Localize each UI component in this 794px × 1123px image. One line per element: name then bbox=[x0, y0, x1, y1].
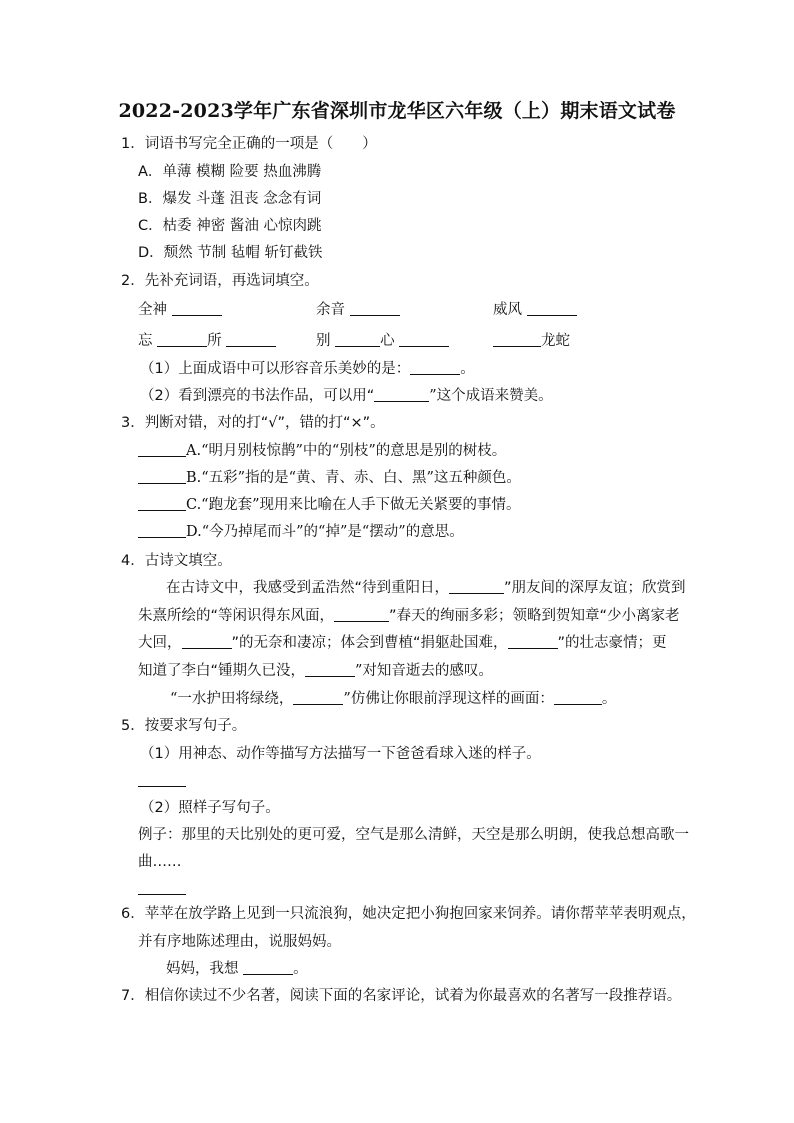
q5-sub-1: （1）用神态、动作等描写方法描写一下爸爸看球入迷的样子。 bbox=[140, 746, 541, 762]
q4-text: 知道了李白“锺期久已没， bbox=[138, 663, 306, 679]
q4-text: “一水护田将绿绕， bbox=[170, 691, 294, 707]
q2-word-5-text-b: 心 bbox=[380, 333, 395, 349]
q2-word-3 bbox=[493, 300, 577, 320]
answer-blank[interactable] bbox=[138, 880, 186, 895]
answer-blank[interactable] bbox=[243, 960, 293, 975]
q4-text: 在古诗文中，我感受到孟浩然“待到重阳日， bbox=[166, 580, 450, 596]
q6-text: 。 bbox=[293, 961, 308, 977]
fill-blank[interactable] bbox=[493, 332, 541, 347]
q2-stem: 2．先补充词语，再选词填空。 bbox=[121, 273, 319, 289]
q4-text: 。 bbox=[601, 691, 617, 707]
fill-blank[interactable] bbox=[350, 301, 400, 316]
answer-blank[interactable] bbox=[138, 772, 186, 787]
q5-sub-2: （2）照样子写句子。 bbox=[140, 800, 280, 816]
q2-sub-1 bbox=[140, 359, 475, 379]
q2-sub-2 bbox=[140, 386, 553, 406]
q3-item-d-text: D.“今乃掉尾而斗”的“掉”是“摆动”的意思。 bbox=[186, 524, 464, 540]
q2-sub-2-end: ”这个成语来赞美。 bbox=[429, 388, 553, 404]
q4-text: ”对知音逝去的感叹。 bbox=[355, 663, 493, 679]
q2-word-2 bbox=[316, 300, 400, 320]
fill-blank[interactable] bbox=[226, 332, 276, 347]
fill-blank[interactable] bbox=[449, 579, 504, 594]
fill-blank[interactable] bbox=[374, 387, 429, 402]
fill-blank[interactable] bbox=[138, 469, 186, 484]
q5-answer-line-1 bbox=[138, 771, 186, 791]
q1-option-c: C．枯委 神密 酱油 心惊肉跳 bbox=[138, 218, 322, 234]
q1-option-d: D．颓然 节制 毡帽 斩钉截铁 bbox=[138, 245, 323, 261]
q2-word-3-text: 威风 bbox=[493, 302, 522, 318]
q5-example-line-2: 曲…… bbox=[138, 854, 182, 870]
fill-blank[interactable] bbox=[399, 332, 449, 347]
fill-blank[interactable] bbox=[554, 690, 602, 705]
q2-word-5 bbox=[316, 331, 449, 351]
q2-sub-2-text: （2）看到漂亮的书法作品，可以用“ bbox=[140, 388, 375, 404]
fill-blank[interactable] bbox=[172, 301, 222, 316]
fill-blank[interactable] bbox=[305, 662, 355, 677]
fill-blank[interactable] bbox=[138, 523, 186, 538]
fill-blank[interactable] bbox=[182, 634, 232, 649]
q3-stem: 3．判断对错，对的打“√”，错的打“×”。 bbox=[121, 415, 385, 431]
q4-para-line-4 bbox=[138, 661, 493, 681]
q6-text: 妈妈，我想 bbox=[166, 961, 239, 977]
q4-para-line-2 bbox=[138, 606, 680, 626]
q4-text: 大回， bbox=[138, 635, 182, 651]
q2-sub-1-text: （1）上面成语中可以形容音乐美妙的是： bbox=[140, 361, 411, 377]
q2-word-2-text: 余音 bbox=[316, 302, 345, 318]
q1-stem: 1．词语书写完全正确的一项是（ ） bbox=[121, 136, 377, 152]
fill-blank[interactable] bbox=[293, 690, 343, 705]
fill-blank[interactable] bbox=[138, 442, 186, 457]
fill-blank[interactable] bbox=[410, 360, 460, 375]
q3-item-d bbox=[138, 522, 464, 542]
q5-stem: 5．按要求写句子。 bbox=[121, 718, 247, 734]
q4-text: ”仿佛让你眼前浮现这样的画面： bbox=[343, 691, 554, 707]
q4-stem: 4．古诗文填空。 bbox=[121, 553, 232, 569]
q1-option-b: B．爆发 斗蓬 沮丧 念念有词 bbox=[138, 191, 322, 207]
q4-text: ”的壮志豪情；更 bbox=[557, 635, 667, 651]
fill-blank[interactable] bbox=[334, 607, 389, 622]
q6-line-1: 6．苹苹在放学路上见到一只流浪狗，她决定把小狗抱回家来饲养。请你帮苹苹表明观点， bbox=[121, 906, 696, 922]
q2-word-4 bbox=[138, 331, 276, 351]
q7-line-1: 7．相信你读过不少名著，阅读下面的名家评论，试着为你最喜欢的名著写一段推荐语。 bbox=[121, 988, 682, 1004]
q2-word-6 bbox=[493, 331, 570, 351]
fill-blank[interactable] bbox=[138, 496, 186, 511]
fill-blank[interactable] bbox=[157, 332, 207, 347]
q5-answer-line-2 bbox=[138, 879, 186, 899]
q2-sub-1-end: 。 bbox=[460, 361, 475, 377]
q2-word-1-text: 全神 bbox=[138, 302, 167, 318]
q4-text: 朱熹所绘的“等闲识得东风面， bbox=[138, 608, 335, 624]
q5-example-line-1: 例子：那里的天比别处的更可爱，空气是那么清鲜，天空是那么明朗，使我总想高歌一 bbox=[138, 827, 689, 843]
q6-line-2: 并有序地陈述理由，说服妈妈。 bbox=[138, 934, 341, 950]
q3-item-c-text: C.“跑龙套”现用来比喻在人手下做无关紧要的事情。 bbox=[186, 497, 521, 513]
q3-item-a bbox=[138, 441, 506, 461]
q3-item-b bbox=[138, 468, 521, 488]
q2-word-4-text-a: 忘 bbox=[138, 333, 153, 349]
q1-option-a: A．单薄 模糊 险要 热血沸腾 bbox=[138, 164, 322, 180]
q3-item-b-text: B.“五彩”指的是“黄、青、赤、白、黑”这五种颜色。 bbox=[186, 470, 521, 486]
q6-line-3 bbox=[166, 959, 308, 979]
fill-blank[interactable] bbox=[527, 301, 577, 316]
fill-blank[interactable] bbox=[508, 634, 558, 649]
q3-item-c bbox=[138, 495, 521, 515]
fill-blank[interactable] bbox=[335, 332, 380, 347]
q4-text: ”的无奈和凄凉；体会到曹植“捐躯赴国难， bbox=[231, 635, 508, 651]
q2-word-1 bbox=[138, 300, 222, 320]
q2-word-4-text-b: 所 bbox=[207, 333, 222, 349]
q2-word-5-text-a: 别 bbox=[316, 333, 331, 349]
q4-para-line-5 bbox=[170, 689, 616, 709]
q4-para-line-3 bbox=[138, 633, 667, 653]
q4-text: ”朋友间的深厚友谊；欣赏到 bbox=[504, 580, 686, 596]
exam-title: 2022-2023学年广东省深圳市龙华区六年级（上）期末语文试卷 bbox=[118, 100, 676, 122]
q4-para-line-1 bbox=[166, 578, 686, 598]
q2-word-6-text: 龙蛇 bbox=[541, 333, 570, 349]
q3-item-a-text: A.“明月别枝惊鹊”中的“别枝”的意思是别的树枝。 bbox=[186, 443, 507, 459]
q4-text: ”春天的绚丽多彩；领略到贺知章“少小离家老 bbox=[389, 608, 680, 624]
